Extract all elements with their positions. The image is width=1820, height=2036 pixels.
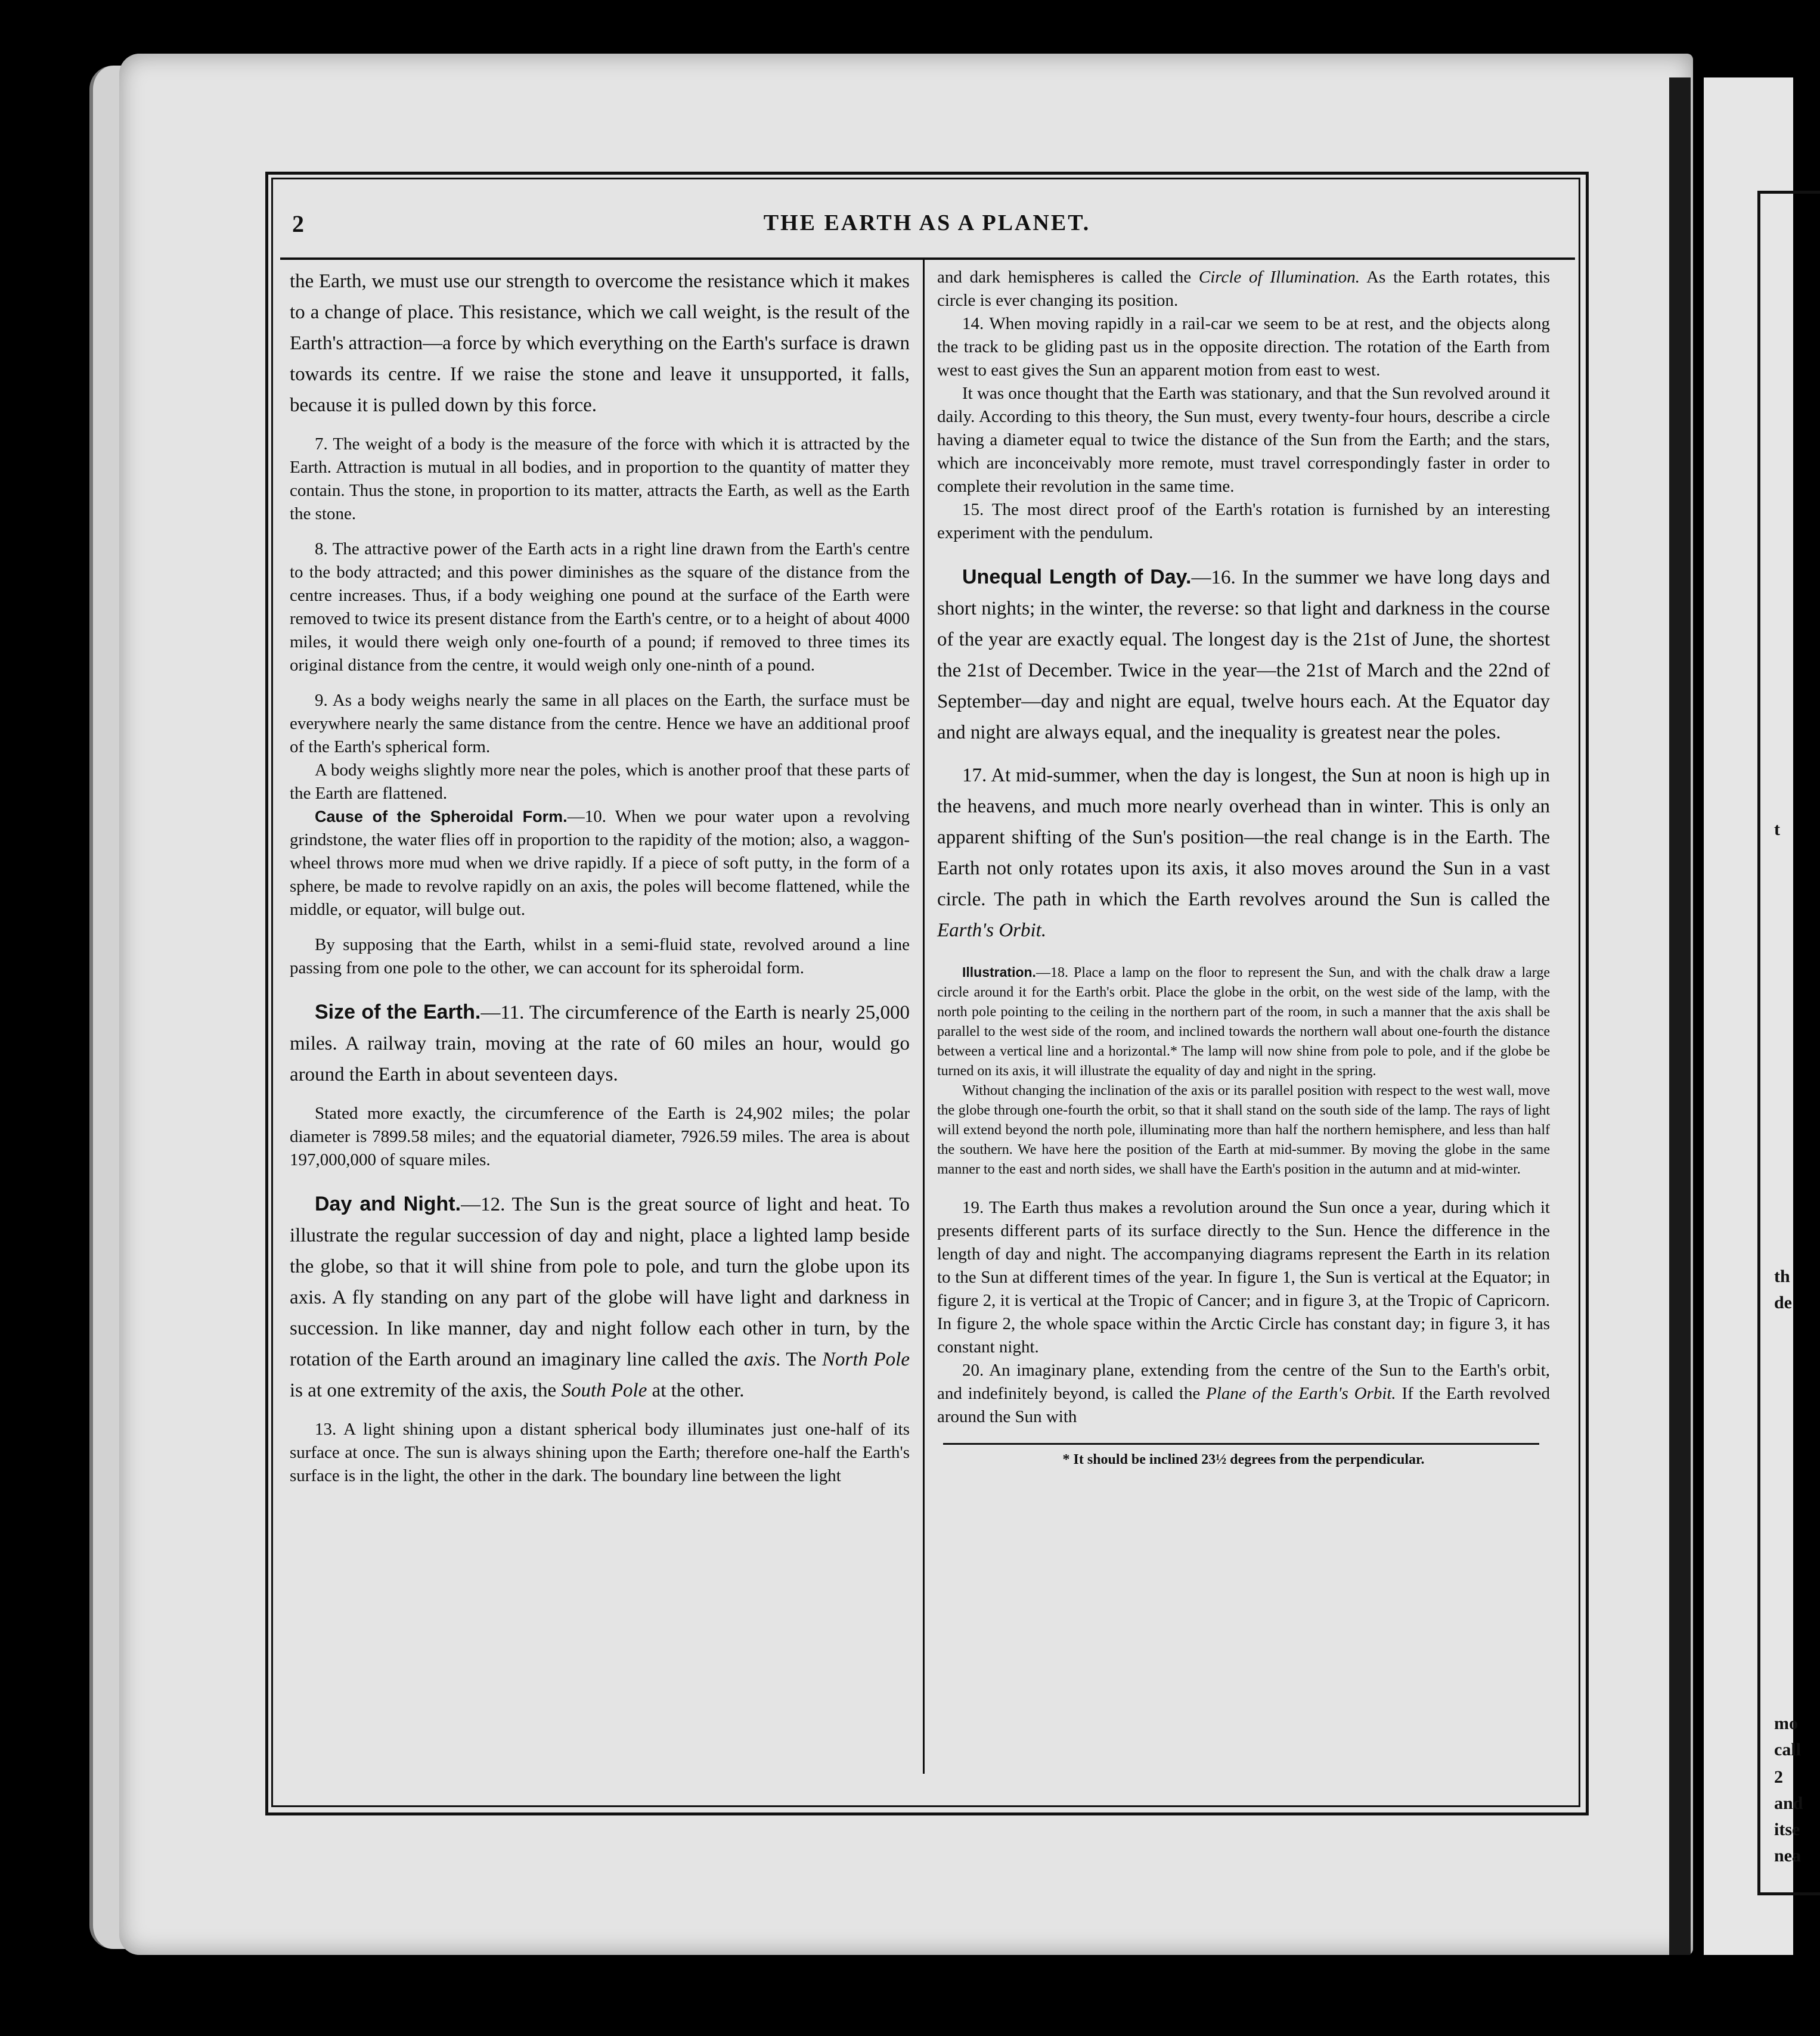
facing-page-fragment: de bbox=[1774, 1293, 1792, 1312]
footnote: * It should be inclined 23½ degrees from the perpendicular. bbox=[1062, 1452, 1425, 1467]
facing-page-fragment: nea bbox=[1774, 1846, 1801, 1866]
paragraph-19: 19. The Earth thus makes a revolution around the Sun once a year, during which it presents different parts of its surface directly to the Sun. Hence the difference in the length of day and night. The accompanying diagrams represent the Earth in its relation to the Sun at different times of the year. In figure 1, the Sun is vertical at the Equator; in figure 2, it is vertical at the Tropic of Cancer; and in figure 3, at the Tropic of Capricorn. In figure 2, the whole space within the Arctic Circle has constant day; in figure 3, it has constant night. bbox=[937, 1198, 1550, 1357]
paragraph-18b: Without changing the inclination of the axis or its parallel position with respect to the west wall, move the globe through one-fourth the orbit, so that it shall stand on the south side of the lamp. The rays of light will extend beyond the north pole, illuminating more than half the northern hemisphere, and less than half the southern. We have here the position of the Earth at mid-summer. By moving the globe in the same manner to the east and north sides, we shall have the Earth's position in the autumn and at mid-winter. bbox=[937, 1083, 1550, 1177]
facing-page-fragment: itse bbox=[1774, 1820, 1800, 1839]
section-heading: Unequal Length of Day. bbox=[962, 566, 1192, 588]
left-column bbox=[290, 266, 910, 1488]
header-rule bbox=[280, 257, 1575, 260]
section-heading: Cause of the Spheroidal Form. bbox=[315, 808, 568, 825]
right-column bbox=[937, 266, 1550, 1470]
page-number: 2 bbox=[292, 210, 304, 237]
paragraph-7: 7. The weight of a body is the measure of the force with which it is attracted by the Earth. Attraction is mutual in all bodies, and in proportion to the quantity of matter they contain. Thus the stone, in proportion to its matter, attracts the Earth, as well as the Earth the stone. bbox=[290, 434, 910, 523]
paragraph-9b: A body weighs slightly more near the poles, which is another proof that these parts of the Earth are flattened. bbox=[290, 761, 910, 803]
section-heading: Day and Night. bbox=[315, 1193, 461, 1215]
paragraph-18: Illustration.—18. Place a lamp on the floor to represent the Sun, and with the chalk draw a large circle around it for the Earth's orbit. Place the globe in the orbit, on the west side of the lamp, with the north pole pointing to the ceiling in the northern part of the room, in such a manner that the axis shall be parallel to the west side of the room, and inclined towards the northern wall about one-fourth the distance between a vertical line and a horizontal.* The lamp will now shine from pole to pole, and if the globe be turned on its axis, it will illustrate the equality of day and night in the spring. bbox=[937, 964, 1550, 1079]
paragraph-10b: By supposing that the Earth, whilst in a semi-fluid state, revolved around a line passing from one pole to the other, we can account for its spheroidal form. bbox=[290, 935, 910, 977]
paragraph-13: 13. A light shining upon a distant spherical body illuminates just one-half of its surface at once. The sun is always shining upon the Earth; therefore one-half the Earth's surface is in the light, the other in the dark. The boundary line between the light bbox=[290, 1420, 910, 1485]
paragraph-intro: the Earth, we must use our strength to overcome the resistance which it makes to a change of place. This resistance, which we call weight, is the result of the Earth's attraction—a force by which everything on the Earth's surface is drawn towards its centre. If we raise the stone and leave it unsupported, it falls, because it is pulled down by this force. bbox=[290, 271, 910, 416]
column-divider bbox=[923, 260, 925, 1774]
footnote-rule bbox=[943, 1443, 1539, 1445]
paragraph-14: 14. When moving rapidly in a rail-car we seem to be at rest, and the objects along the track to be gliding past us in the opposite direction. The rotation of the Earth from west to east gives the Sun an apparent motion from east to west. bbox=[937, 314, 1550, 380]
facing-page-frame bbox=[1757, 191, 1820, 1895]
paragraph-15: 15. The most direct proof of the Earth's rotation is furnished by an interesting experiment with the pendulum. bbox=[937, 500, 1550, 542]
paragraph-10: Cause of the Spheroidal Form.—10. When we pour water upon a revolving grindstone, the water flies off in proportion to the rapidity of the motion; also, a waggon-wheel throws more mud when we drive rapidly. If a piece of soft putty, in the form of a sphere, be made to revolve rapidly on an axis, the poles will become flattened, while the middle, or equator, will bulge out. bbox=[290, 807, 910, 919]
paragraph-9: 9. As a body weighs nearly the same in all places on the Earth, the surface must be everywhere nearly the same distance from the centre. Hence we have an additional proof of the Earth's spherical form. bbox=[290, 691, 910, 756]
paragraph-20: 20. An imaginary plane, extending from the centre of the Sun to the Earth's orbit, and indefinitely beyond, is called the Plane of the Earth's Orbit. If the Earth revolved around the Sun with bbox=[937, 1361, 1550, 1426]
facing-page-fragment: call bbox=[1774, 1740, 1801, 1759]
facing-page-edge bbox=[1704, 77, 1803, 1955]
paragraph-13-continued: and dark hemispheres is called the Circle of Illumination. As the Earth rotates, this circle is ever changing its position. bbox=[937, 268, 1551, 310]
facing-page-fragment: 2 bbox=[1774, 1767, 1783, 1787]
paragraph-14b: It was once thought that the Earth was stationary, and that the Sun revolved around it daily. According to this theory, the Sun must, every twenty-four hours, describe a circle having a diameter equal to twice the distance of the Sun from the Earth; and the stars, which are inconceivably more remote, must travel correspondingly faster in order to complete their revolution in the same time. bbox=[937, 384, 1550, 496]
book-gutter bbox=[1669, 77, 1691, 1955]
paragraph-12: Day and Night.—12. The Sun is the great source of light and heat. To illustrate the regular succession of day and night, place a lighted lamp beside the globe, so that it will shine from pole to pole, and turn the globe upon its axis. A fly standing on any part of the globe will have light and darkness in succession. In like manner, day and night follow each other in turn, by the rotation of the Earth around an imaginary line called the axis. The North Pole is at one extremity of the axis, the South Pole at the other. bbox=[290, 1193, 910, 1401]
facing-page-fragment: mo bbox=[1774, 1714, 1798, 1733]
paragraph-17: 17. At mid-summer, when the day is longest, the Sun at noon is high up in the heavens, and much more nearly overhead than in winter. This is only an apparent shifting of the Sun's position—the real change is in the Earth. The Earth not only rotates upon its axis, it also moves around the Sun in a vast circle. The path in which the Earth revolves around the Sun is called the Earth's Orbit. bbox=[937, 765, 1550, 941]
paragraph-8: 8. The attractive power of the Earth acts in a right line drawn from the Earth's centre to the body attracted; and this power diminishes as the square of the distance from the centre increases. Thus, if a body weighing one pound at the surface of the Earth were removed to twice its present distance from the Earth's centre, or to a height of about 4000 miles, it would there weigh only one-fourth of a pound; if removed to three times its original distance from the centre, it would weigh only one-ninth of a pound. bbox=[290, 539, 910, 675]
paragraph-16: Unequal Length of Day.—16. In the summer we have long days and short nights; in the winter, the reverse: so that light and darkness in the course of the year are exactly equal. The longest day is the 21st of June, the shortest the 21st of December. Twice in the year—the 21st of March and the 22nd of September—day and night are equal, twelve hours each. At the Equator day and night are always equal, and the inequality is greatest near the poles. bbox=[937, 566, 1551, 743]
running-head bbox=[292, 210, 1562, 246]
header-title: THE EARTH AS A PLANET. bbox=[763, 210, 1091, 235]
paragraph-11: Size of the Earth.—11. The circumference of the Earth is nearly 25,000 miles. A railway train, moving at the rate of 60 miles an hour, would go around the Earth in about seventeen days. bbox=[290, 1001, 910, 1085]
facing-page-fragment: t bbox=[1774, 820, 1780, 839]
section-heading: Illustration. bbox=[962, 964, 1036, 980]
paragraph-11b: Stated more exactly, the circumference of the Earth is 24,902 miles; the polar diameter is 7899.58 miles; and the equatorial diameter, 7926.59 miles. The area is about 197,000,000 of square miles. bbox=[290, 1104, 910, 1169]
facing-page-fragment: th bbox=[1774, 1267, 1790, 1286]
facing-page-fragment: and bbox=[1774, 1793, 1803, 1813]
section-heading: Size of the Earth. bbox=[315, 1001, 481, 1023]
